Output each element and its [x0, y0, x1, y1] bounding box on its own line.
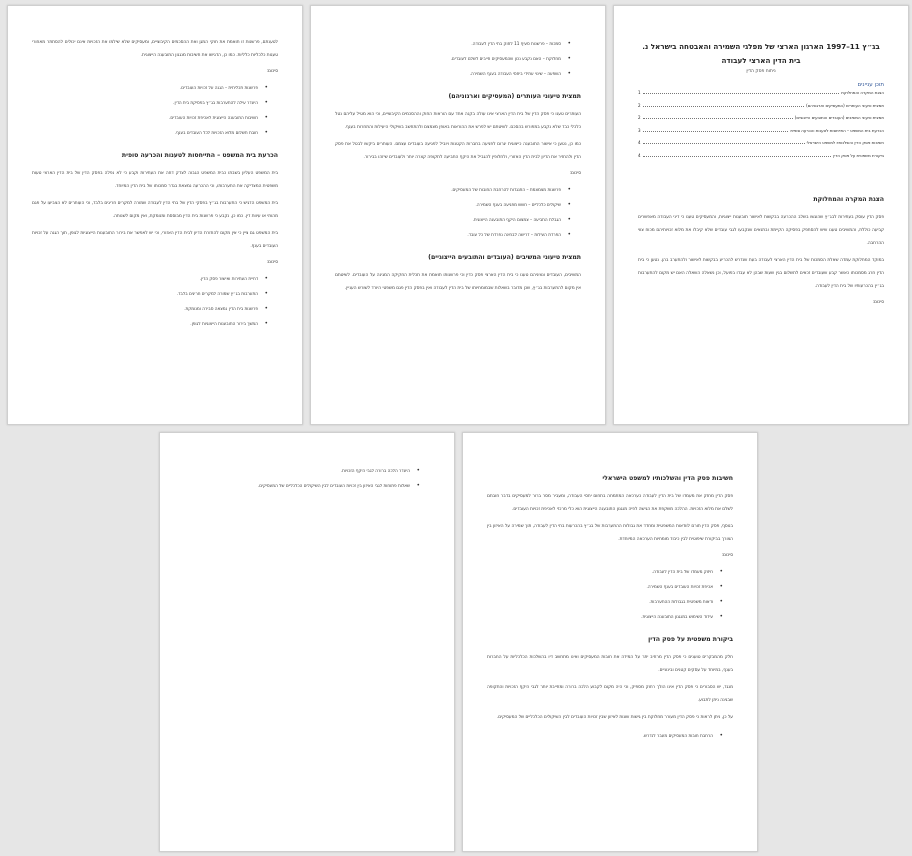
- toc-entry[interactable]: הכרעת בית המשפט – התייחסות לטענות והכרעה סופית 3: [638, 127, 884, 133]
- paragraph: בית המשפט הדגיש כי התערבות בג״ץ בפסקי הדין של בתי הדין לעבודה שמורה למקרים חריגים בלבד, וכי העותרים לא הצביעו על פגם מהותי או עיוות דין. כמו כן, נקבע כי פרשנות בית הדין מבוססת ומנומקת, ואין מקום לשנותה.: [32, 201, 278, 219]
- bullet-list: [32, 271, 278, 331]
- list-item: • פרשנות מצמצמת – התנגדות להרחבת החובות של המעסיקים.: [335, 182, 569, 197]
- list-item: • הרחבת חובות המעסיקים מעבר לנדרש.: [487, 728, 721, 743]
- list-item: • הפרדת העילות – דרישה לבחינה נפרדת של כל עובד.: [335, 227, 569, 242]
- toc-entry[interactable]: תמצית טיעוני העותרים (המעסיקים וארגוניהם) 2: [638, 102, 884, 108]
- bullet-list: [32, 80, 278, 140]
- list-item: • מחלוקת – האם נקבע נכון שהמעסיקים חייבים לשלם לעובדים.: [335, 51, 569, 66]
- list-item: • ודאות משפטית בגבולות ההתערבות.: [487, 594, 721, 609]
- bullet-list: [335, 182, 581, 242]
- section-heading: חשיבות פסק הדין והשלכותיו למשפט הישראלי: [602, 475, 733, 482]
- list-item: • שאלות פתוחות לגבי האיזון בין זכויות העובדים לבין השיקולים הכלכליים של המעסיקים.: [184, 478, 418, 493]
- paragraph: פסק הדין עוסק בעתירות לבג״ץ שהוגשו בשלב ההכרעה בבקשות לאישור תובענות ייצוגיות, והמעסיקים טענו כי דיני העבודה מאפשרים קביעה כוללת, והמשיבים טענו שיש להסתפק בפסיקה הקיימת ובתנאים שנקבעו לגבי עובדים שלא קיבלו את מלוא זכויותיהם מכוח צווי ההרחבה.: [638, 215, 884, 247]
- bullet-list: [487, 564, 733, 624]
- toc-entry[interactable]: תמצית טיעוני המשיבים (העובדים והתובעים הייצוגיים) 2: [638, 115, 884, 121]
- list-item: • פרשנות תכליתית – הגנה על זכויות העובדים.: [32, 80, 266, 95]
- section-heading: תמצית טיעוני המשיבים (העובדים והתובעים הייצוגיים): [428, 254, 581, 261]
- section-heading: ביקורת משפטית על פסק הדין: [648, 636, 733, 643]
- paragraph: במוקד המחלוקת עמדה שאלת הסמכות של בית הדין הארצי לעבודה בעת שנדרש להכריע בבקשות לאישור ולהתערב בהן. נטען כי בית הדין חרג מסמכותו כאשר קבע שעובדים זכאים לתשלום בגין שעות שבהן לא עבדו בפועל, וכן נשאלה השאלה האם יש מקום להתערבות בג״ץ בהכרעותיו של בית הדין לעבודה.: [638, 258, 884, 290]
- toc-entry[interactable]: ביקורת משפטית על פסק הדין 4: [638, 152, 884, 158]
- summary-label: סיכום:: [872, 300, 884, 306]
- list-item: • עידוד השימוש במנגנון התובענה הייצוגית.: [487, 609, 721, 624]
- list-item: • חובת תשלום מלוא הזכויות לכל העובדים בענף.: [32, 125, 266, 140]
- paragraph: בנוסף, פסק הדין תורם לוודאות המשפטית ומחדד את גבולות ההתערבות של בג״ץ בהכרעות בתי הדין לעבודה, תוך שמירה על האיזון בין הצורך בביקורת שיפוטית לבין כיבוד מומחיות הערכאה המיוחדת.: [487, 524, 733, 542]
- paragraph: על כן, ניתן לראות כי פסק הדין מעורר מחלוקת בין גישות שונות לאיזון שבין זכויות העובדים לבין השיקולים הכלכליים של המעסיקים.: [496, 715, 733, 720]
- document-page-3: [7, 5, 303, 425]
- summary-label: סיכום:: [266, 69, 278, 74]
- summary-label: סיכום:: [721, 553, 733, 558]
- paragraph: חלק מהמבקרים טוענים כי פסק הדין מרחיב יתר על המידה את חובות המעסיקים ואינו מתחשב דיו בהשלכות הכלכליות על החברות בענף, במיוחד על עסקים קטנים ובינוניים.: [487, 655, 733, 673]
- bullet-list: [487, 728, 733, 743]
- list-item: • התערבות בג״ץ שמורה למקרים חריגים בלבד.: [32, 286, 266, 301]
- list-item: • היעדר עילה להתערבות בג״ץ בפסיקת בית הדין.: [32, 95, 266, 110]
- document-page-1: [613, 5, 909, 425]
- list-item: • אכיפת זכויות העובדים בענף השמירה.: [487, 579, 721, 594]
- document-page-4: [462, 432, 758, 852]
- list-item: • שיקולים כלכליים – חשש מפגיעה בענף השמירה.: [335, 197, 569, 212]
- section-heading: הצגת המקרה והמחלוקת: [813, 196, 884, 204]
- paragraph: לטענתם, פרשנות זו תואמת את חוקי המגן ואת ההסכמים הקיבוציים, ומעסיקים שלא שילמו את הזכויות אינם יכולים להסתתר מאחורי טענות כלכליות כלליות. כמו כן, הדגישו את חשיבות מנגנון התובענה הייצוגית.: [32, 40, 278, 58]
- paragraph: המשיבים, העובדים ונציגיהם טענו כי בית הדין הארצי פסק כדין וכי פרשנותו תואמת את תכלית החקיקה המגינה על העובדים. לשיטתם אין מקום להתערבות בג״ץ, שכן מדובר בשאלות שבמומחיותו של בית הדין לעבודה ואין בפסק הדין פגם משפטי היורד לשורש העניין.: [335, 273, 581, 291]
- section-heading: תמצית טיעוני העותרים (המעסיקים וארגוניהם): [448, 93, 581, 100]
- toc-entry[interactable]: חשיבות פסק הדין והשלכותיו למשפט הישראלי 4: [638, 140, 884, 146]
- summary-label: סיכום:: [569, 171, 581, 176]
- paragraph: העותרים טענו כי פסק הדין של בית הדין הארצי אינו עולה בקנה אחד עם הוראות החוק וההסכמים הקיבוציים, וכי הוא מטיל עליהם נטל כלכלי כבד שלא נקבע במפורש בהסכם. לשיטתם יש לפרש את ההוראות באופן מצמצם ולהתחשב בשיקולי היעילות והתחרות בענף.: [335, 112, 581, 130]
- toc-entry[interactable]: הצגת המקרה והמחלוקת 1: [638, 90, 884, 96]
- paragraph: בית המשפט העליון בשבתו כבית המשפט הגבוה לצדק דחה את העתירות וקבע כי לא נפלה בפסק הדין של בית הדין הארצי טעות משפטית המצדיקה את התערבותו, וכי ההכרעה נמצאת בגדר סמכותו של בית הדין המיוחד.: [32, 171, 278, 189]
- list-item: • חיזוק מעמדו של בית הדין לעבודה.: [487, 564, 721, 579]
- table-of-contents: [638, 91, 884, 158]
- list-item: • חשיבות התובענה הייצוגית לאכיפת זכויות העובדים.: [32, 110, 266, 125]
- paragraph: בית המשפט גם ציין כי אין מקום להחזרת הדיון לבית הדין האזורי, וכי יש לאפשר את בירור התובענות הייצוגיות לגופן, תוך הגנה על זכויות העובדים בענף.: [32, 231, 278, 249]
- list-item: • פרשנות בית הדין נמצאה סבירה ומנומקת.: [32, 301, 266, 316]
- paragraph: כמו כן, נטען כי אישור התובענה כייצוגית יגרום לפגיעה בחברות הקטנות ויוביל לפגיעה בעובדים עצמם. העותרים ביקשו לבטל את פסק הדין ולהחזיר את הדיון לבית הדין האזורי, ולחלופין להגביל את היקף התביעה לתקופה קצרה יותר ולעובדים שיזהו בבירור.: [335, 142, 581, 160]
- list-item: • היעדר הלכה ברורה לגבי היקף הזכויות.: [184, 463, 418, 478]
- bullet-list: [184, 463, 430, 493]
- document-title: בג״ץ 11–1997 הארגון הארצי של מפלגי השמירה והאבטחה בישראל נ. בית הדין הארצי לעבודה: [642, 42, 880, 65]
- list-item: • סמכות – פרשנות סעיף 11 לחוק בתי הדין לעבודה.: [335, 36, 569, 51]
- list-item: • הגבלת התביעה – צמצום היקף התובענה הייצוגית.: [335, 212, 569, 227]
- document-author: ניתוח פסק הדין: [746, 69, 776, 75]
- list-item: • השפעה – שינוי עתידי ביחסי העבודה בענף השמירה.: [335, 66, 569, 81]
- paragraph: פסק הדין מחזק את מעמדו של בית הדין לעבודה כערכאה המתמחה בתחום יחסי העבודה, ומעביר מסר ברור למעסיקים בדבר חובתם לשלם את מלוא הזכויות. ההלכה משקפת את הגישה לפיה מנגנון התובענה הייצוגית הוא כלי מרכזי לאכיפת זכויות העובדים.: [487, 494, 733, 512]
- list-item: • המשך בירור התובענות הייצוגיות לגופן.: [32, 316, 266, 331]
- summary-label: סיכום:: [266, 260, 278, 265]
- list-item: • דחיית העתירות ואישור פסק הדין.: [32, 271, 266, 286]
- section-heading: הכרעת בית המשפט – התייחסות לטענות והכרעה סופית: [121, 152, 278, 159]
- toc-heading: תוכן עניינים: [857, 82, 884, 89]
- bullet-list: [335, 36, 581, 81]
- document-page-2: [310, 5, 606, 425]
- paragraph: מנגד, יש הסבורים כי פסק הדין אינו הולך רחוק מספיק, וכי היה מקום לקבוע הלכה ברורה ומחייבת יותר לגבי היקף הזכויות והתקופה שבגינה ניתן לתבוע.: [487, 685, 733, 703]
- document-page-5: [159, 432, 455, 852]
